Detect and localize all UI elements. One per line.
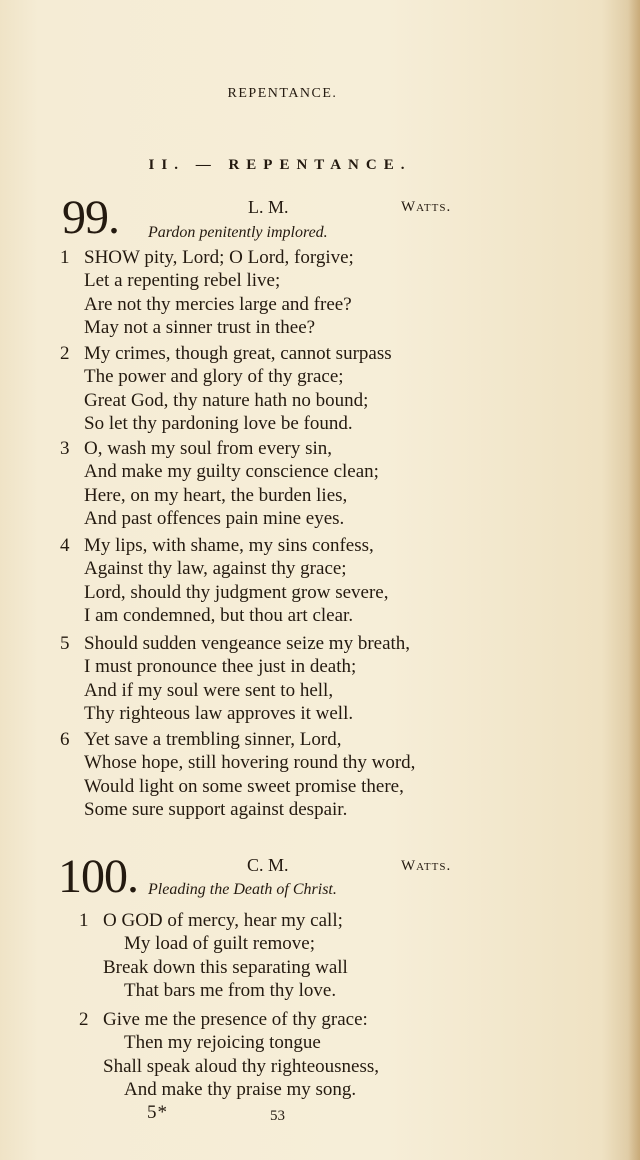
- verse-line: Are not thy mercies large and free?: [84, 293, 352, 315]
- verse-line: Shall speak aloud thy righteousness,: [103, 1055, 379, 1077]
- stanza-4: [60, 534, 388, 627]
- verse-line: My load of guilt remove;: [124, 933, 316, 955]
- page-number: 53: [270, 1108, 285, 1124]
- verse-line: Then my rejoicing tongue: [124, 1032, 321, 1054]
- hymn-author: Watts.: [401, 858, 452, 874]
- verse-line: Here, on my heart, the burden lies,: [84, 484, 348, 506]
- stanza-3: [60, 437, 379, 530]
- hymn-number: 99.: [62, 191, 119, 244]
- verse-line: And if my soul were sent to hell,: [84, 679, 334, 701]
- verse-line: Against thy law, against thy grace;: [84, 558, 347, 580]
- verse-line: My lips, with shame, my sins confess,: [84, 535, 374, 556]
- verse-line: And make my guilty conscience clean;: [84, 461, 379, 483]
- stanza-number: 2: [79, 1009, 89, 1030]
- hymn-meter: L. M.: [248, 197, 289, 217]
- folio-signature: 5*: [147, 1102, 168, 1123]
- hymn-number: 100.: [58, 850, 138, 903]
- hymn-meter: C. M.: [247, 855, 289, 875]
- stanza-number: 2: [60, 343, 70, 364]
- stanza-number: 4: [60, 535, 70, 556]
- stanza-number: 6: [60, 729, 70, 750]
- running-head: REPENTANCE.: [227, 86, 338, 101]
- section-title: II. — REPENTANCE.: [148, 157, 412, 173]
- stanza-2: [79, 1008, 379, 1101]
- hymn-author: Watts.: [401, 199, 452, 215]
- stanza-1: [60, 246, 354, 339]
- verse-line: Great God, thy nature hath no bound;: [84, 389, 369, 411]
- verse-line: Thy righteous law approves it well.: [84, 702, 354, 724]
- verse-line: Should sudden vengeance seize my breath,: [84, 633, 411, 654]
- verse-line: My crimes, though great, cannot surpass: [84, 343, 392, 364]
- verse-line: I must pronounce thee just in death;: [84, 656, 357, 678]
- verse-line: That bars me from thy love.: [124, 979, 337, 1001]
- verse-line: Would light on some sweet promise there,: [84, 775, 404, 797]
- stanza-5: [60, 632, 410, 725]
- stanza-2: [60, 342, 392, 435]
- verse-line: O, wash my soul from every sin,: [84, 438, 333, 459]
- stanza-6: [60, 728, 415, 821]
- stanza-number: 1: [79, 910, 89, 931]
- verse-line: Yet save a trembling sinner, Lord,: [84, 729, 342, 750]
- verse-line: Whose hope, still hovering round thy word,: [84, 752, 416, 774]
- stanza-number: 5: [60, 633, 70, 654]
- verse-line: And make thy praise my song.: [124, 1078, 357, 1100]
- verse-line: Lord, should thy judgment grow severe,: [84, 581, 389, 603]
- verse-line: Let a repenting rebel live;: [84, 270, 281, 292]
- stanza-number: 1: [60, 247, 70, 268]
- verse-line: Break down this separating wall: [103, 956, 348, 978]
- verse-line: So let thy pardoning love be found.: [84, 412, 353, 434]
- verse-line: Give me the presence of thy grace:: [103, 1009, 368, 1030]
- verse-line: I am condemned, but thou art clear.: [84, 604, 354, 626]
- hymn-subtitle: Pardon penitently implored.: [148, 224, 328, 241]
- verse-line: O GOD of mercy, hear my call;: [103, 910, 343, 931]
- hymn-subtitle: Pleading the Death of Christ.: [148, 881, 337, 898]
- verse-line: Some sure support against despair.: [84, 798, 348, 820]
- stanza-1: [79, 909, 348, 1002]
- verse-line: The power and glory of thy grace;: [84, 366, 344, 388]
- verse-line: And past offences pain mine eyes.: [84, 507, 345, 529]
- verse-line: May not a sinner trust in thee?: [84, 316, 316, 338]
- stanza-number: 3: [60, 438, 70, 459]
- verse-line: SHOW pity, Lord; O Lord, forgive;: [84, 247, 354, 268]
